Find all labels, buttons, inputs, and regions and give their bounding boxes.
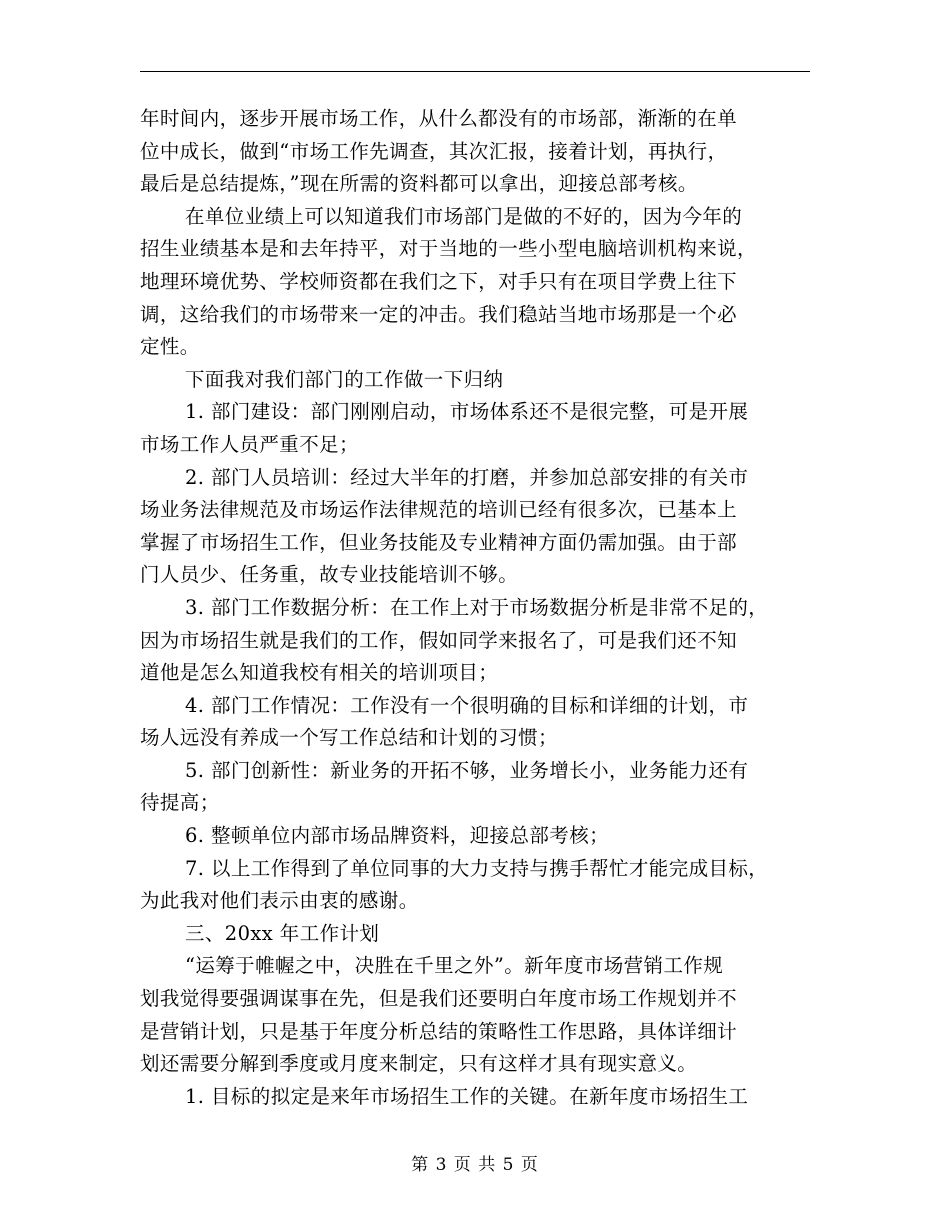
text-line: 场业务法律规范及市场运作法律规范的培训已经有很多次，已基本上 (140, 498, 738, 522)
text-line: 是营销计划，只是基于年度分析总结的策略性工作思路，具体详细计 (140, 1019, 738, 1043)
text-line: 划我觉得要强调谋事在先，但是我们还要明白年度市场工作规划并不 (140, 987, 738, 1011)
page-footer: 第 3 页 共 5 页 (411, 1155, 539, 1175)
text-line: 调，这给我们的市场带来一定的冲击。我们稳站当地市场那是一个必 (140, 302, 738, 326)
text-line: 为此我对他们表示由衷的感谢。 (140, 889, 419, 913)
text-line: 位中成长，做到“市场工作先调查，其次汇报，接着计划，再执行， (140, 139, 728, 163)
text-line: 掌握了市场招生工作，但业务技能及专业精神方面仍需加强。由于部 (140, 530, 738, 554)
text-line: 下面我对我们部门的工作做一下归纳 (185, 367, 504, 391)
text-line: 划还需要分解到季度或月度来制定，只有这样才具有现实意义。 (140, 1052, 698, 1076)
text-line: 3. 部门工作数据分析：在工作上对于市场数据分析是非常不足的， (185, 595, 769, 619)
text-line: 招生业绩基本是和去年持平，对于当地的一些小型电脑培训机构来说， (140, 237, 757, 261)
text-line: 门人员少、任务重，故专业技能培训不够。 (140, 563, 519, 587)
text-line: 年时间内，逐步开展市场工作，从什么都没有的市场部，渐渐的在单 (140, 107, 738, 130)
text-line: 待提高； (140, 791, 220, 815)
text-line: 7. 以上工作得到了单位同事的大力支持与携手帮忙才能完成目标， (185, 856, 769, 880)
text-line: 场人远没有养成一个写工作总结和计划的习惯； (140, 726, 558, 750)
text-line: 6. 整顿单位内部市场品牌资料，迎接总部考核； (185, 824, 610, 848)
text-line: 1. 部门建设：部门刚刚启动，市场体系还不是很完整，可是开展 (185, 400, 749, 424)
text-line: 最后是总结提炼，”现在所需的资料都可以拿出，迎接总部考核。 (140, 172, 698, 196)
header-rule (140, 71, 810, 72)
text-line: “运筹于帷幄之中，决胜在千里之外”。新年度市场营销工作规 (185, 954, 724, 978)
document-body (140, 103, 820, 1113)
text-line: 在单位业绩上可以知道我们市场部门是做的不好的，因为今年的 (185, 204, 743, 228)
text-line: 2. 部门人员培训：经过大半年的打磨，并参加总部安排的有关市 (185, 465, 749, 489)
text-line: 因为市场招生就是我们的工作，假如同学来报名了，可是我们还不知 (140, 628, 738, 652)
text-line: 市场工作人员严重不足； (140, 432, 359, 456)
text-line: 4. 部门工作情况：工作没有一个很明确的目标和详细的计划，市 (185, 693, 749, 717)
text-line: 5. 部门创新性：新业务的开拓不够，业务增长小，业务能力还有 (185, 758, 749, 782)
text-line: 三、20xx 年工作计划 (185, 921, 380, 945)
text-line: 1. 目标的拟定是来年市场招生工作的关键。在新年度市场招生工 (185, 1084, 749, 1108)
text-line: 道他是怎么知道我校有相关的培训项目； (140, 661, 499, 685)
text-line: 定性。 (140, 335, 200, 359)
text-line: 地理环境优势、学校师资都在我们之下，对手只有在项目学费上往下 (140, 269, 738, 293)
